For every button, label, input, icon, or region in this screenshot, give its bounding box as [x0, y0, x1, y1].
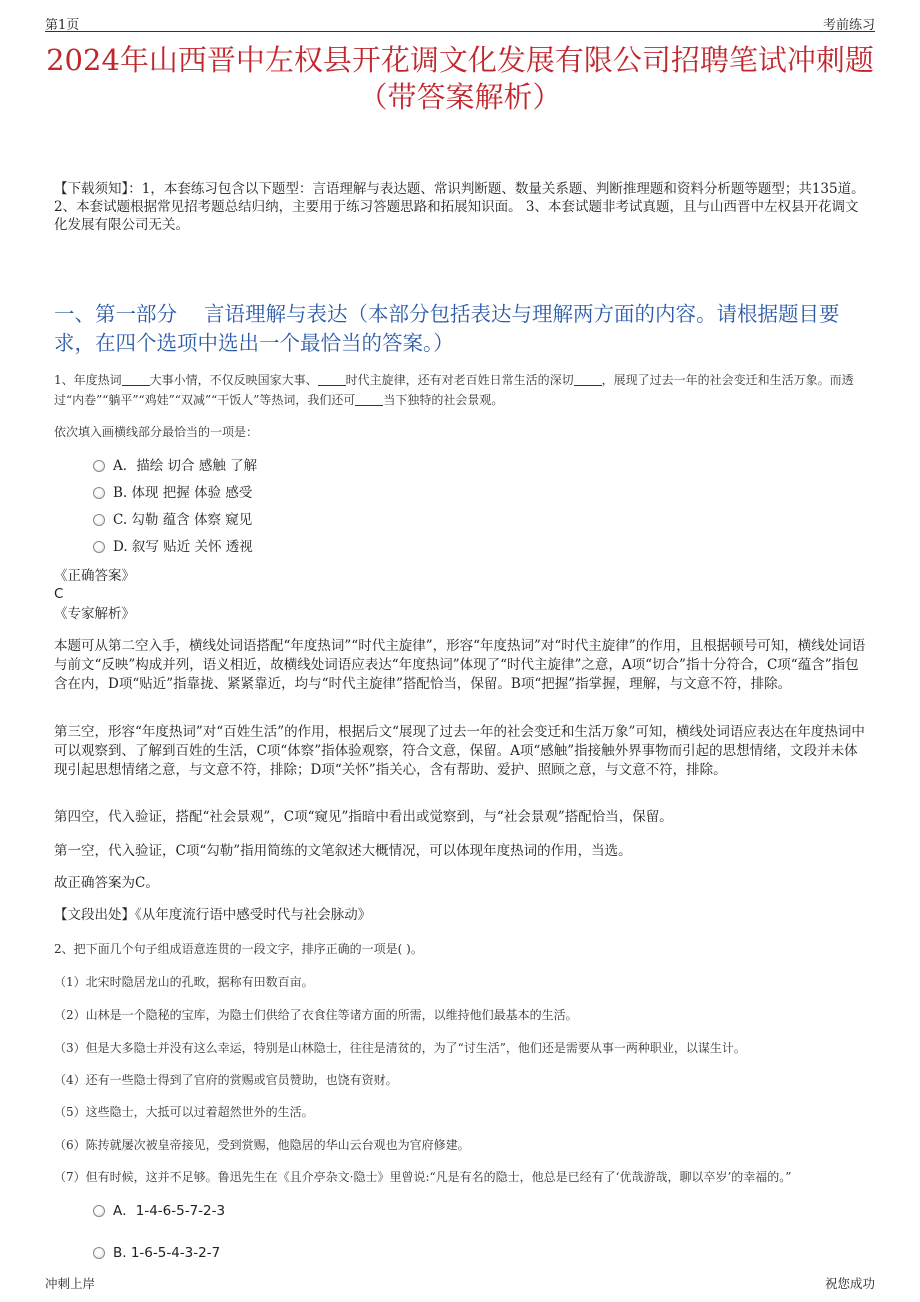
question-2-stem: 2、把下面几个句子组成语意连贯的一段文字，排序正确的一项是( )。: [54, 942, 423, 956]
q1-option-a[interactable]: A．描绘 切合 感触 了解: [93, 456, 257, 476]
question-1-instruction: 依次填入画横线部分最恰当的一项是：: [54, 425, 259, 439]
blank-4: [355, 392, 383, 406]
page-title: 2024年山西晋中左权县开花调文化发展有限公司招聘笔试冲刺题（带答案解析）: [46, 43, 874, 114]
analysis-label: 《专家解析》: [54, 606, 135, 622]
sentence-2: （2）山林是一个隐秘的宝库，为隐士们供给了衣食住等诸方面的所需，以维持他们最基本的生活。: [54, 1008, 578, 1022]
sentence-6: （6）陈抟就屡次被皇帝接见，受到赏赐，他隐居的华山云台观也为官府修建。: [54, 1138, 470, 1152]
blank-1: [122, 372, 150, 386]
sentence-1: （1）北宋时隐居龙山的孔畋，据称有田数百亩。: [54, 975, 314, 989]
q1-option-b[interactable]: B. 体现 把握 体验 感受: [93, 483, 252, 503]
sentence-3: （3）但是大多隐士并没有这么幸运，特别是山林隐士，往往是清贫的，为了“讨生活”，他们还是需要从事一两种职业，以谋生计。: [54, 1041, 746, 1055]
q2-option-b[interactable]: B. 1-6-5-4-3-2-7: [93, 1243, 220, 1263]
analysis-paragraph-4: 第一空，代入验证，C项“勾勒”指用简练的文笔叙述大概情况，可以体现年度热词的作用，当选。: [54, 843, 632, 859]
section-heading: 一、第一部分 言语理解与表达（本部分包括表达与理解两方面的内容。请根据题目要求，在四个选项中选出一个最恰当的答案。）: [54, 302, 840, 355]
sentence-4: （4）还有一些隐士得到了官府的赏赐或官员赞助，也饶有资财。: [54, 1073, 398, 1087]
answer-value: C: [54, 586, 64, 602]
blank-3: [574, 372, 602, 386]
footer-left: 冲刺上岸: [45, 1276, 96, 1291]
page-header: [45, 12, 875, 32]
passage-source: 【文段出处】《从年度流行语中感受时代与社会脉动》: [54, 907, 372, 923]
download-notice: 【下载须知】：1，本套练习包含以下题型：言语理解与表达题、常识判断题、数量关系题、判断推理题和资料分析题等题型；共135道。 2、本套试题根据常见招考题总结归纳，主要用于练习答题思路和拓展知识面。 3、本套试题非考试真题，且与山西晋中左权县开花调文化发展有限公司无关。: [54, 181, 865, 233]
radio-icon[interactable]: [93, 1247, 105, 1259]
analysis-paragraph-2: 第三空，形容“年度热词”对“百姓生活”的作用，根据后文“展现了过去一年的社会变迁和生活万象”可知，横线处词语应表达在年度热词中可以观察到、了解到百姓的生活，C项“体察”指体验观察，符合文意，保留。A项“感触”指接触外界事物而引起的思想情绪，文段并未体现引起思想情绪之意，与文意不符，排除；D项“关怀”指关心，含有帮助、爱护、照顾之意，与文意不符，排除。: [54, 724, 865, 778]
header-label: 考前练习: [822, 18, 875, 33]
analysis-paragraph-3: 第四空，代入验证，搭配“社会景观”，C项“窥见”指暗中看出或觉察到，与“社会景观”搭配恰当，保留。: [54, 809, 673, 825]
question-1-stem: 1、年度热词 大事小情，不仅反映国家大事、 时代主旋律，还有对老百姓日常生活的深切 ，展现了过去一年的社会变迁和生活万象。而透过“内卷”“躺平”“鸡娃”“双减”“干饭人”等热词，我们还可 当下独特的社会景观。: [54, 373, 854, 407]
footer-right: 祝您成功: [824, 1276, 875, 1291]
blank-2: [318, 372, 346, 386]
radio-icon[interactable]: [93, 487, 105, 499]
analysis-paragraph-1: 本题可从第二空入手，横线处词语搭配“年度热词”“时代主旋律”，形容“年度热词”对“时代主旋律”的作用，且根据顿号可知，横线处词语与前文“反映”构成并列，语义相近，故横线处词语应表达“年度热词”体现了“时代主旋律”之意，A项“切合”指十分符合，C项“蕴含”指包含在内，D项“贴近”指靠拢、紧紧靠近，均与“时代主旋律”搭配恰当，保留。B项“把握”指掌握，理解，与文意不符，排除。: [54, 638, 866, 692]
radio-icon[interactable]: [93, 460, 105, 472]
q2-option-a[interactable]: A．1-4-6-5-7-2-3: [93, 1201, 225, 1221]
radio-icon[interactable]: [93, 1205, 105, 1217]
sentence-7: （7）但有时候，这并不足够。鲁迅先生在《且介亭杂文·隐士》里曾说:“凡是有名的隐士，他总是已经有了‘优哉游哉，聊以卒岁’的幸福的。”: [54, 1170, 792, 1184]
q1-option-d[interactable]: D. 叙写 贴近 关怀 透视: [93, 537, 253, 557]
q1-option-c[interactable]: C. 勾勒 蕴含 体察 窥见: [93, 510, 252, 530]
radio-icon[interactable]: [93, 514, 105, 526]
sentence-5: （5）这些隐士，大抵可以过着超然世外的生活。: [54, 1105, 314, 1119]
radio-icon[interactable]: [93, 541, 105, 553]
page-number: 第1页: [45, 18, 80, 33]
answer-label: 《正确答案》: [54, 568, 135, 584]
analysis-conclusion: 故正确答案为C。: [54, 875, 159, 891]
